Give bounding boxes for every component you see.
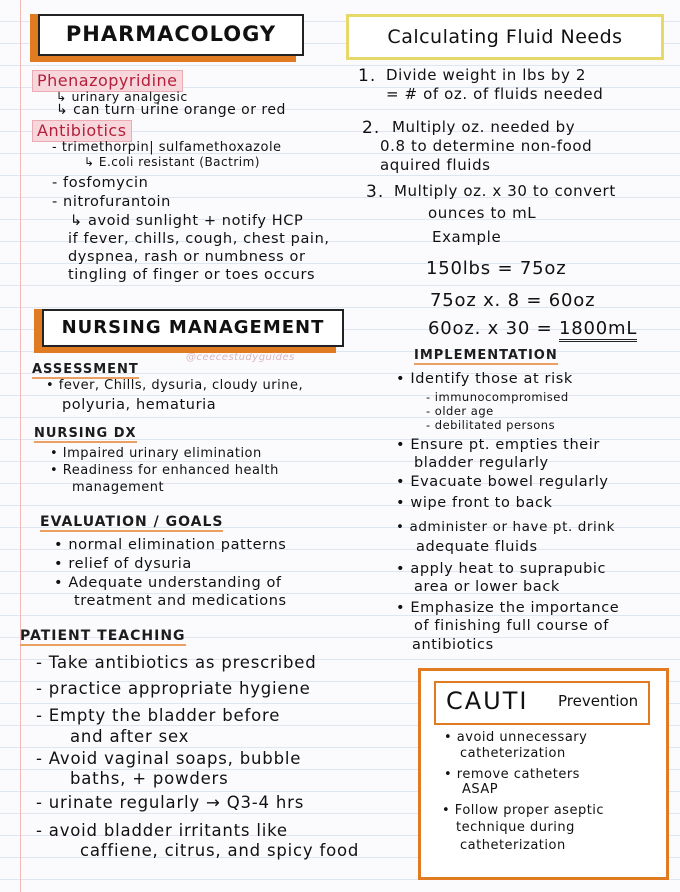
antibiotic-item-3: - fosfomycin: [52, 175, 149, 191]
teaching-line-4: and after sex: [70, 727, 190, 746]
phenazo-note-2: ↳ can turn urine orange or red: [56, 102, 286, 118]
fluid-step-1-num: 1.: [358, 66, 377, 86]
fluid-example-3: [428, 318, 637, 340]
teaching-line-1: - Take antibiotics as prescribed: [36, 653, 317, 672]
cauti-line-3: • remove catheters: [444, 767, 580, 782]
cauti-line-2: catheterization: [460, 746, 566, 761]
antibiotic-warning-3: dyspnea, rash or numbness or: [68, 249, 306, 265]
fluid-step-3-line-1: Multiply oz. x 30 to convert: [394, 182, 616, 200]
assessment-heading: ASSESSMENT: [32, 362, 139, 377]
implementation-line-5: • Ensure pt. empties their: [396, 437, 600, 453]
antibiotic-item-1: - trimethorpin| sulfamethoxazole: [52, 140, 282, 155]
antibiotic-warning-2: if fever, chills, cough, chest pain,: [68, 231, 330, 247]
implementation-line-8: • wipe front to back: [396, 495, 553, 511]
nursing-dx-line-2: • Readiness for enhanced health: [50, 463, 279, 478]
phenazopyridine-label: Phenazopyridine: [32, 70, 183, 92]
fluid-example-label: Example: [432, 228, 502, 246]
fluid-answer: 1800mL: [559, 318, 637, 342]
cauti-line-1: • avoid unnecessary: [444, 730, 588, 745]
phenazo-note-1: ↳ urinary analgesic: [56, 89, 188, 104]
teaching-line-7: - urinate regularly → Q3-4 hrs: [36, 793, 305, 812]
implementation-line-9: • administer or have pt. drink: [396, 519, 615, 535]
fluid-step-1-line-1: Divide weight in lbs by 2: [386, 66, 587, 84]
fluid-example-3-text: 60oz. x 30 =: [428, 318, 560, 339]
implementation-line-11: • apply heat to suprapubic: [396, 561, 607, 577]
fluid-step-2-line-2: 0.8 to determine non-food: [380, 137, 593, 155]
evaluation-heading: EVALUATION / GOALS: [40, 514, 224, 530]
evaluation-line-1: • normal elimination patterns: [54, 537, 287, 553]
cauti-line-4: ASAP: [462, 782, 499, 797]
implementation-heading: IMPLEMENTATION: [414, 348, 558, 363]
fluid-example-1: [426, 258, 566, 280]
fluid-step-2-num: 2.: [362, 118, 381, 138]
fluid-step-2-line-3: aquired fluids: [380, 156, 491, 174]
nursing-title: NURSING MANAGEMENT: [61, 317, 325, 338]
implementation-line-15: antibiotics: [412, 637, 494, 653]
antibiotic-item-4: - nitrofurantoin: [52, 194, 171, 210]
assessment-line-2: polyuria, hematuria: [62, 397, 217, 413]
pharmacology-banner: [38, 14, 304, 56]
antibiotics-label: Antibiotics: [32, 120, 132, 142]
cauti-title-box: [434, 681, 650, 725]
evaluation-line-3: • Adequate understanding of: [54, 575, 282, 591]
implementation-line-14: of finishing full course of: [414, 618, 609, 634]
cauti-title-small: Prevention: [558, 692, 639, 710]
evaluation-line-4: treatment and medications: [74, 593, 287, 609]
nursing-dx-line-3: management: [72, 480, 165, 495]
teaching-line-6: baths, + powders: [70, 769, 229, 788]
fluid-example-2-text: 75oz x. 8 = 60oz: [430, 290, 596, 311]
implementation-line-4: - debilitated persons: [426, 418, 556, 432]
implementation-line-10: adequate fluids: [416, 539, 538, 555]
fluid-example-2: [430, 290, 595, 312]
teaching-line-8: - avoid bladder irritants like: [36, 821, 288, 840]
nursing-banner: [42, 309, 344, 347]
implementation-line-13: • Emphasize the importance: [396, 600, 620, 616]
nursing-dx-heading: NURSING DX: [34, 426, 137, 441]
antibiotic-item-2: ↳ E.coli resistant (Bactrim): [84, 155, 260, 169]
antibiotic-warning-1: ↳ avoid sunlight + notify HCP: [70, 213, 304, 229]
teaching-line-2: - practice appropriate hygiene: [36, 679, 311, 698]
pharmacology-title: PHARMACOLOGY: [65, 22, 277, 46]
patient-teaching-heading: PATIENT TEACHING: [20, 628, 186, 644]
implementation-line-6: bladder regularly: [414, 455, 549, 471]
teaching-line-3: - Empty the bladder before: [36, 706, 281, 725]
cauti-line-5: • Follow proper aseptic: [442, 803, 605, 818]
assessment-line-1: • fever, Chills, dysuria, cloudy urine,: [46, 378, 304, 393]
implementation-line-7: • Evacuate bowel regularly: [396, 474, 609, 490]
fluid-step-1-line-2: = # of oz. of fluids needed: [386, 85, 604, 103]
fluid-step-3-num: 3.: [366, 182, 385, 202]
teaching-line-5: - Avoid vaginal soaps, bubble: [36, 749, 302, 768]
fluid-step-2-line-1: Multiply oz. needed by: [392, 118, 576, 136]
fluid-example-1-text: 150lbs = 75oz: [426, 258, 567, 279]
fluid-needs-title: Calculating Fluid Needs: [346, 14, 664, 60]
evaluation-line-2: • relief of dysuria: [54, 556, 192, 572]
implementation-line-3: - older age: [426, 404, 494, 418]
implementation-line-1: • Identify those at risk: [396, 371, 573, 387]
nursing-dx-line-1: • Impaired urinary elimination: [50, 446, 262, 461]
cauti-line-7: catheterization: [460, 838, 566, 853]
implementation-line-12: area or lower back: [414, 579, 560, 595]
fluid-step-3-line-2: ounces to mL: [428, 204, 537, 222]
implementation-line-2: - immunocompromised: [426, 390, 569, 404]
cauti-title-big: CAUTI: [446, 687, 529, 715]
watermark-text: @ceecestudyguides: [186, 352, 295, 363]
cauti-line-6: technique during: [456, 820, 575, 835]
antibiotic-warning-4: tingling of finger or toes occurs: [68, 267, 316, 283]
teaching-line-9: caffiene, citrus, and spicy food: [80, 841, 360, 860]
